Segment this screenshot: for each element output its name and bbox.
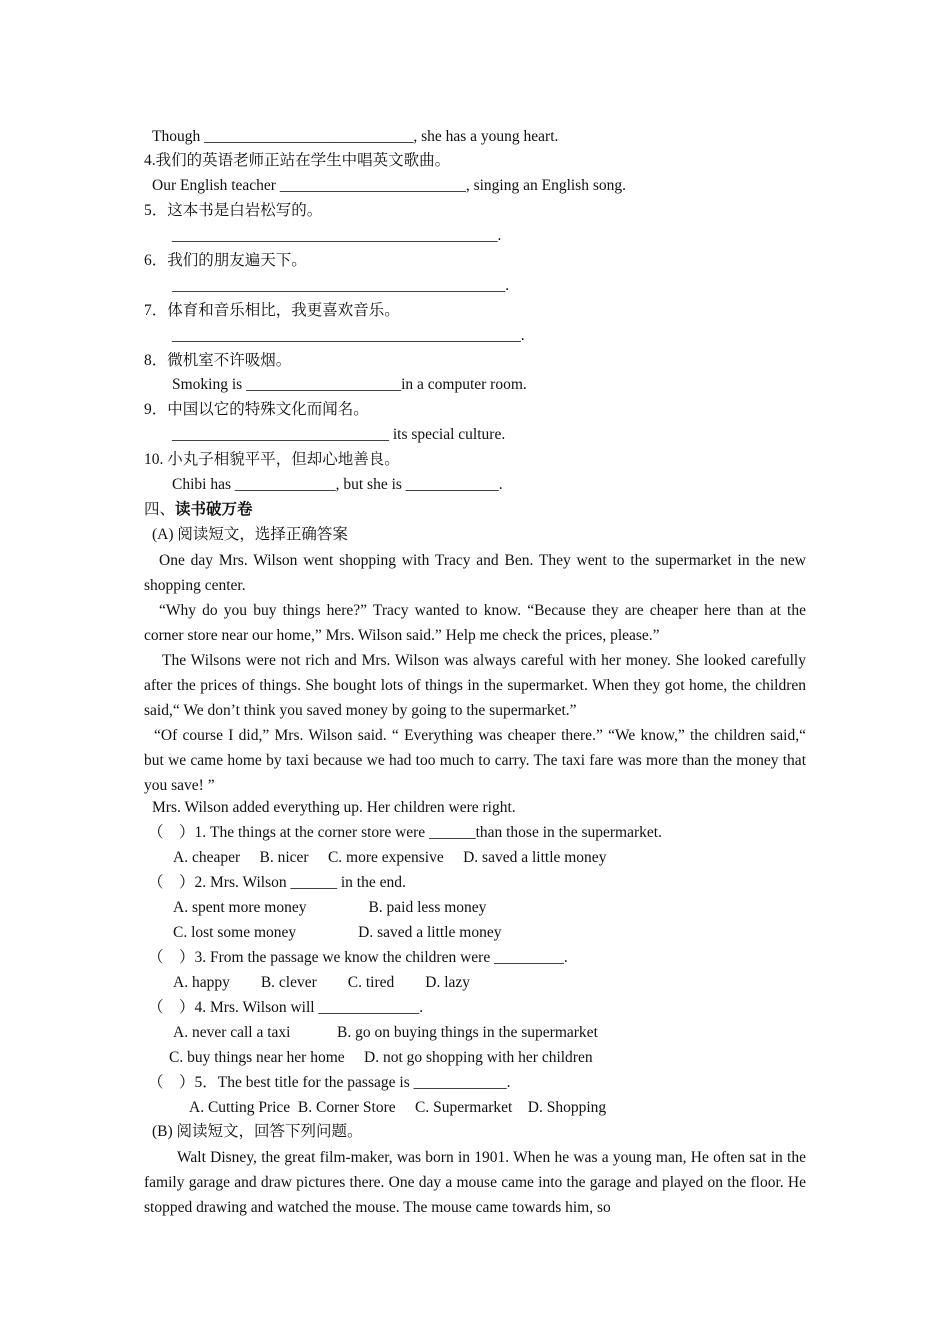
question-1-options: A. cheaper B. nicer C. more expensive D. saved a little money bbox=[173, 849, 607, 866]
q10-chinese: 10. 小丸子相貌平平，但却心地善良。 bbox=[144, 451, 400, 468]
q10-english: Chibi has _____________, but she is ____________. bbox=[172, 476, 503, 493]
q4-english: Our English teacher ________________________, singing an English song. bbox=[152, 177, 626, 194]
part-a-title: (A) 阅读短文，选择正确答案 bbox=[152, 526, 348, 543]
q6-chinese: 6．我们的朋友遍天下。 bbox=[144, 252, 307, 269]
passage-a-paragraph: One day Mrs. Wilson went shopping with Tracy and Ben. They went to the supermarket in the new shopping center. bbox=[144, 552, 806, 594]
q7-answer-blank: _____________________________________________. bbox=[172, 327, 525, 344]
q7-chinese: 7．体育和音乐相比，我更喜欢音乐。 bbox=[144, 302, 400, 319]
question-4-stem: （ ）4. Mrs. Wilson will _____________. bbox=[148, 999, 424, 1016]
passage-b-paragraph: Walt Disney, the great film-maker, was born in 1901. When he was a young man, He often sat in the family garage and draw pictures there. One day a mouse came into the garage and played on the floor. He stopped drawing and watched the mouse. The mouse came towards him, so bbox=[144, 1149, 806, 1216]
q5-answer-blank: __________________________________________. bbox=[172, 227, 502, 244]
question-3-options: A. happy B. clever C. tired D. lazy bbox=[173, 974, 471, 991]
question-5-stem: （ ）5．The best title for the passage is ____________. bbox=[148, 1074, 511, 1091]
question-3-stem: （ ）3. From the passage we know the children were _________. bbox=[148, 949, 568, 966]
q9-english: ____________________________ its special culture. bbox=[172, 426, 506, 443]
part-b-title: (B) 阅读短文，回答下列问题。 bbox=[152, 1123, 363, 1140]
passage-a-conclusion: Mrs. Wilson added everything up. Her children were right. bbox=[152, 799, 516, 816]
q6-answer-blank: ___________________________________________. bbox=[172, 277, 510, 294]
q4-chinese: 4.我们的英语老师正站在学生中唱英文歌曲。 bbox=[144, 152, 451, 169]
section-heading bbox=[144, 500, 253, 520]
q9-chinese: 9．中国以它的特殊文化而闻名。 bbox=[144, 401, 369, 418]
question-4-options-row1: A. never call a taxi B. go on buying things in the supermarket bbox=[173, 1024, 598, 1041]
section-number: 四、 bbox=[144, 501, 176, 518]
passage-a-paragraph: “Why do you buy things here?” Tracy wanted to know. “Because they are cheaper here than at the corner store near our home,” Mrs. Wilson said.” Help me check the prices, please.” bbox=[144, 602, 806, 644]
q8-chinese: 8．微机室不许吸烟。 bbox=[144, 352, 292, 369]
question-2-options-row2: C. lost some money D. saved a little money bbox=[173, 924, 502, 941]
question-1-stem: （ ）1. The things at the corner store were ______than those in the supermarket. bbox=[148, 824, 662, 841]
q3-continuation: Though ___________________________, she has a young heart. bbox=[152, 128, 559, 145]
question-2-options-row1: A. spent more money B. paid less money bbox=[173, 899, 487, 916]
question-2-stem: （ ）2. Mrs. Wilson ______ in the end. bbox=[148, 874, 406, 891]
passage-a-paragraph: “Of course I did,” Mrs. Wilson said. “ Everything was cheaper there.” “We know,” the children said,“ but we came home by taxi because we had too much to carry. The taxi fare was more than the money that you save! ” bbox=[144, 727, 806, 794]
passage-a-paragraph: The Wilsons were not rich and Mrs. Wilson was always careful with her money. She looked carefully after the prices of things. She bought lots of things in the supermarket. When they got home, the children said,“ We don’t think you saved money by going to the supermarket.” bbox=[144, 652, 806, 719]
q5-chinese: 5．这本书是白岩松写的。 bbox=[144, 202, 323, 219]
question-5-options: A. Cutting Price B. Corner Store C. Supermarket D. Shopping bbox=[189, 1099, 607, 1116]
q8-english: Smoking is ____________________in a computer room. bbox=[172, 376, 527, 393]
section-title: 读书破万卷 bbox=[175, 501, 253, 518]
question-4-options-row2: C. buy things near her home D. not go shopping with her children bbox=[169, 1049, 593, 1066]
